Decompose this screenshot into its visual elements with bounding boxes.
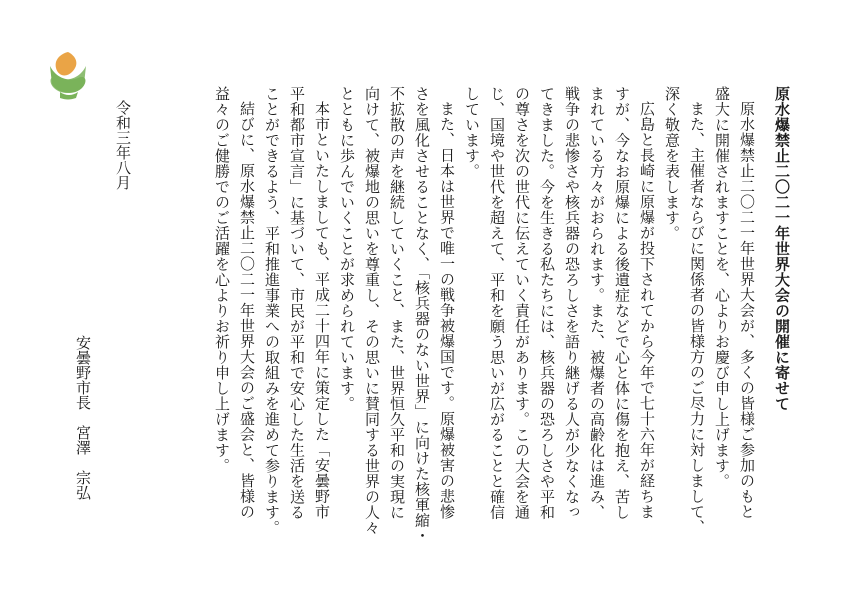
letter-line: また、日本は世界で唯一の戦争被爆国です。原爆被害の悲惨 (438, 101, 456, 520)
letter-line: 向けて、被爆地の思いを尊重し、その思いに賛同する世界の人々 (363, 86, 381, 536)
letter-line: さを風化させることなく、「核兵器のない世界」に向けた核軍縮・ (413, 86, 431, 544)
letter-line: 結びに、原水爆禁止二〇二一年世界大会のご盛会と、皆様の (238, 101, 256, 520)
letter-title: 原水爆禁止二〇二一年世界大会の開催に寄せて (773, 86, 791, 412)
letter-line: また、主催者ならびに関係者の皆様方のご尽力に対しまして、 (688, 101, 706, 535)
letter-line: 益々のご健勝でのご活躍を心よりお祈り申し上げます。 (213, 86, 231, 474)
letter-line: 盛大に開催されますことを、心よりお慶び申し上げます。 (713, 86, 731, 489)
letter-line: じ、国境や世代を超えて、平和を願う思いが広がることと確信 (488, 86, 506, 520)
letter-line: 平和都市宣言」に基づいて、市民が平和で安心した生活を送る (288, 86, 306, 520)
letter-line: 本市といたしましても、平成二十四年に策定した「安曇野市 (313, 101, 331, 520)
letter-body (209, 86, 794, 556)
letter-line: まれている方々がおられます。また、被爆者の高齢化は進み、 (588, 86, 606, 520)
city-emblem-icon (46, 48, 90, 100)
letter-line: 深く敬意を表します。 (663, 86, 681, 241)
letter-line: とともに歩んでいくことが求められています。 (338, 86, 356, 412)
letter-date: 令和三年八月 (114, 100, 132, 190)
letter-line: 原水爆禁止二〇二一年世界大会が、多くの皆様ご参加のもと (738, 101, 756, 520)
letter-line: すが、今なお原爆による後遺症などで心と体に傷を抱え、苦し (613, 86, 631, 520)
letter-line: 戦争の悲惨さや核兵器の恐ろしさを語り継げる人が少なくなっ (563, 86, 581, 520)
letter-line: ことができるよう、平和推進事業への取組みを進めて参ります。 (263, 86, 281, 536)
letter-line: しています。 (463, 86, 481, 179)
letter-signature: 安曇野市長 宮澤 宗弘 (74, 335, 92, 500)
letter-line: の尊さを次の世代に伝えていく責任があります。この大会を通 (513, 86, 531, 520)
letter-line: 広島と長崎に原爆が投下されてから今年で七十六年が経ちま (638, 101, 656, 520)
letter-line: 不拡散の声を継続していくこと、また、世界恒久平和の実現に (388, 86, 406, 520)
letter-line: てきました。今を生きる私たちには、核兵器の恐ろしさや平和 (538, 86, 556, 520)
